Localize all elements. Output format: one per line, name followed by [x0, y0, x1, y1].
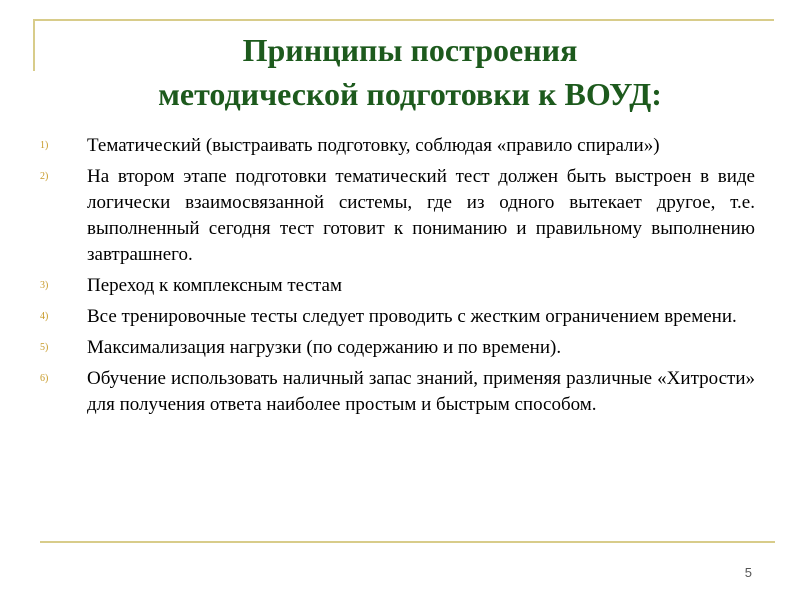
list-item-number: 6) [40, 373, 49, 384]
list-item [40, 273, 755, 299]
list-item-text: Максимализация нагрузки (по содержанию и по времени). [87, 337, 562, 358]
list-item-number: 1) [40, 140, 49, 151]
list-item-number: 4) [40, 311, 49, 322]
list-item [40, 335, 755, 361]
list-item [40, 304, 755, 330]
list-item [40, 366, 755, 418]
slide-title [60, 28, 760, 116]
top-rule [33, 19, 774, 21]
bottom-rule [40, 541, 775, 543]
list-item [40, 133, 755, 159]
list-item-text: Обучение использовать наличный запас знаний, применяя различные «Хитрости» для получения ответа наиболее простым и быстрым способом. [87, 368, 755, 415]
list-item-text: Тематический (выстраивать подготовку, соблюдая «правило спирали») [87, 135, 660, 156]
slide-title-line-2: методической подготовки к ВОУД: [158, 76, 662, 112]
left-rule [33, 19, 35, 71]
list-item-number: 2) [40, 171, 49, 182]
list-item-number: 3) [40, 280, 49, 291]
list-item-number: 5) [40, 342, 49, 353]
list-item-text: На втором этапе подготовки тематический тест должен быть выстроен в виде логически взаимосвязанной системы, где из одного вытекает другое, т.е. выполненный сегодня тест готовит к пониманию и правильному выполнению завтрашнего. [87, 166, 755, 265]
list-item [40, 164, 755, 268]
principles-list [40, 133, 755, 423]
slide-title-line-1: Принципы построения [242, 32, 578, 68]
page-number: 5 [744, 565, 752, 580]
list-item-text: Переход к комплексным тестам [87, 275, 343, 296]
list-item-text: Все тренировочные тесты следует проводить с жестким ограничением времени. [87, 306, 737, 327]
